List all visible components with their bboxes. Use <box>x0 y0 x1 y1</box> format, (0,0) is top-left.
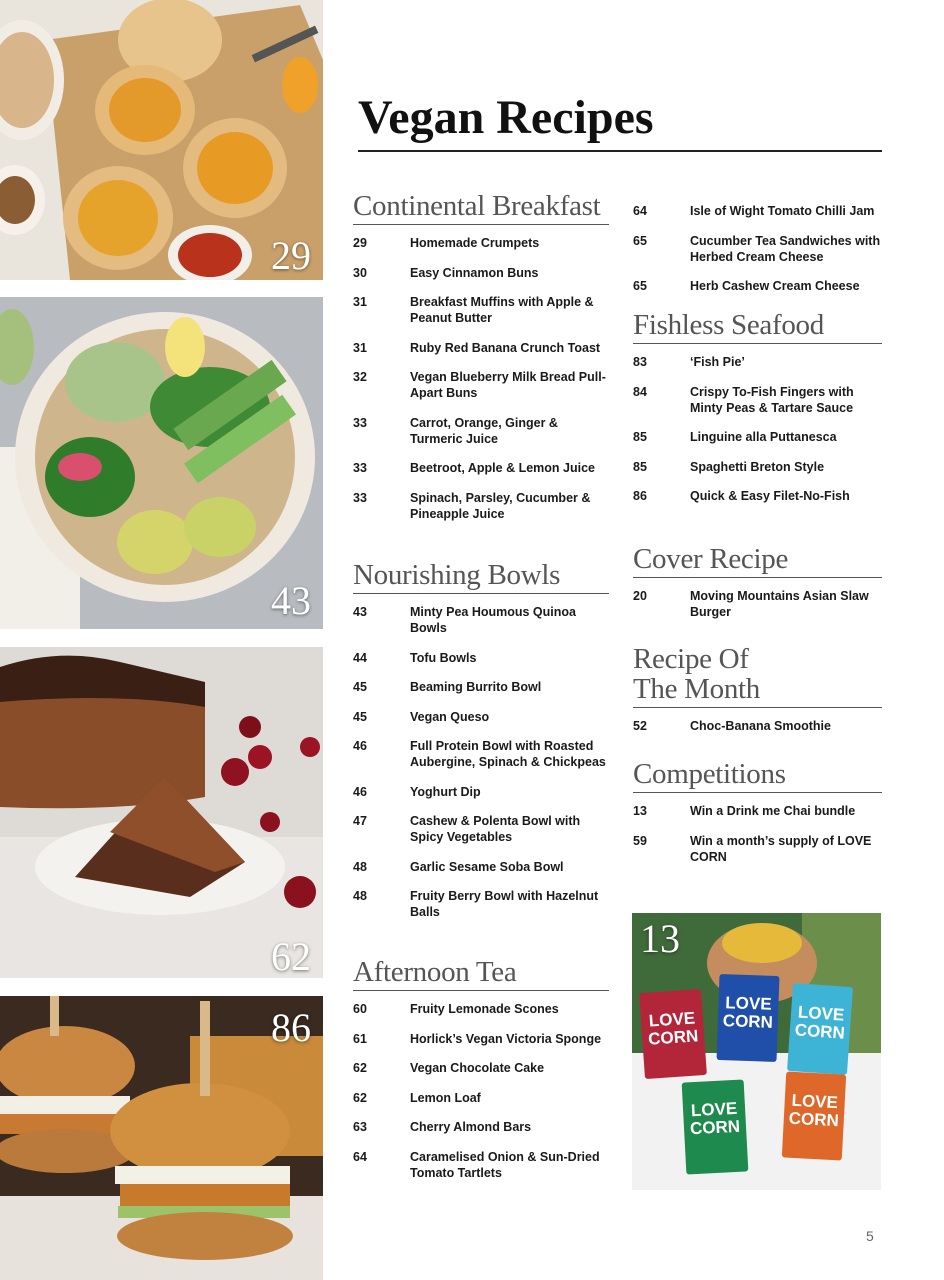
list-item: 64 Isle of Wight Tomato Chilli Jam <box>633 204 875 218</box>
list-item: 62 Lemon Loaf <box>353 1090 481 1105</box>
photo-page-number: 86 <box>271 1005 311 1050</box>
svg-text:LOVE: LOVE <box>791 1090 839 1113</box>
list-item: 86 Quick & Easy Filet-No-Fish <box>633 489 850 503</box>
list-item: 65 Cucumber Tea Sandwiches with Herbed Cream Cheese <box>633 233 881 264</box>
list-item: 47 Cashew & Polenta Bowl with Spicy Vegetables <box>353 814 581 844</box>
list-item: 44 Tofu Bowls <box>353 650 477 665</box>
section-recipe-of-the-month <box>633 644 882 748</box>
list-item: 64 Caramelised Onion & Sun-Dried Tomato Tartlets <box>353 1149 600 1180</box>
list-item: 45 Vegan Queso <box>353 709 490 724</box>
svg-text:CORN: CORN <box>722 1011 774 1032</box>
list-item: 84 Crispy To-Fish Fingers with Minty Peas & Tartare Sauce <box>633 384 854 415</box>
section-cover-recipe <box>633 544 882 634</box>
svg-text:LOVE: LOVE <box>725 993 772 1014</box>
love-corn-bag <box>639 989 707 1079</box>
section-heading: Afternoon Tea <box>353 957 609 991</box>
heading-line: The Month <box>633 673 760 705</box>
list-item: 83 ‘Fish Pie’ <box>633 355 745 369</box>
list-item: 61 Horlick’s Vegan Victoria Sponge <box>353 1031 602 1046</box>
list-item: 31 Breakfast Muffins with Apple & Peanut Butter <box>353 295 594 325</box>
section-heading: Nourishing Bowls <box>353 560 609 594</box>
list-item: 46 Full Protein Bowl with Roasted Aubergine, Spinach & Chickpeas <box>353 739 606 769</box>
list-item: 32 Vegan Blueberry Milk Bread Pull-Apart Buns <box>353 370 606 400</box>
svg-text:LOVE: LOVE <box>690 1098 738 1121</box>
list-item: 33 Beetroot, Apple & Lemon Juice <box>353 461 595 475</box>
list-item: 33 Spinach, Parsley, Cucumber & Pineapple Juice <box>353 490 591 521</box>
list-item: 46 Yoghurt Dip <box>353 784 481 799</box>
list-item: 63 Cherry Almond Bars <box>353 1120 532 1134</box>
heading-line: Recipe Of <box>633 643 749 675</box>
section-nourishing-bowls <box>353 560 609 934</box>
photo-page-number: 29 <box>271 233 311 278</box>
photo-love-corn-promo <box>632 913 881 1190</box>
list-item: 13 Win a Drink me Chai bundle <box>633 804 856 818</box>
list-item: 59 Win a month’s supply of LOVE CORN <box>633 833 872 864</box>
list-item: 85 Spaghetti Breton Style <box>633 459 825 474</box>
section-heading: Fishless Seafood <box>633 310 882 344</box>
list-item: 85 Linguine alla Puttanesca <box>633 430 837 444</box>
section-continental-breakfast <box>353 191 609 535</box>
photo-page-number: 13 <box>640 916 680 961</box>
list-item: 65 Herb Cashew Cream Cheese <box>633 279 860 293</box>
photo-page-number: 62 <box>271 934 311 978</box>
svg-text:CORN: CORN <box>647 1026 699 1049</box>
photo-bowl <box>0 297 323 629</box>
list-item: 62 Vegan Chocolate Cake <box>353 1061 545 1075</box>
svg-text:CORN: CORN <box>794 1020 846 1043</box>
section-heading: Continental Breakfast <box>353 191 609 225</box>
list-item: 43 Minty Pea Houmous Quinoa Bowls <box>353 605 576 635</box>
page-title: Vegan Recipes <box>358 88 882 152</box>
list-item: 52 Choc-Banana Smoothie <box>633 719 831 733</box>
section-heading: Cover Recipe <box>633 544 882 578</box>
page-number: 5 <box>866 1228 874 1244</box>
section-fishless-seafood <box>633 310 882 518</box>
list-item: 48 Garlic Sesame Soba Bowl <box>353 859 564 874</box>
section-heading: Competitions <box>633 759 882 793</box>
svg-text:LOVE: LOVE <box>797 1002 845 1025</box>
photo-crumpets <box>0 0 323 280</box>
section-heading <box>633 644 882 708</box>
section-afternoon-tea <box>353 957 609 1194</box>
list-item: 45 Beaming Burrito Bowl <box>353 680 542 694</box>
love-corn-bag <box>782 1071 846 1160</box>
photo-page-number: 43 <box>271 578 311 623</box>
section-competitions <box>633 759 882 878</box>
list-item: 31 Ruby Red Banana Crunch Toast <box>353 340 601 355</box>
list-item: 60 Fruity Lemonade Scones <box>353 1002 559 1016</box>
list-item: 29 Homemade Crumpets <box>353 236 540 250</box>
svg-text:CORN: CORN <box>788 1108 840 1131</box>
list-item: 48 Fruity Berry Bowl with Hazelnut Balls <box>353 889 599 919</box>
svg-text:CORN: CORN <box>689 1116 741 1139</box>
love-corn-bag <box>682 1079 749 1174</box>
photo-burgers <box>0 996 323 1280</box>
love-corn-bag <box>717 974 780 1062</box>
photo-chocolate-cake <box>0 647 323 978</box>
love-corn-bag <box>787 983 853 1075</box>
section-afternoon-tea-continued <box>633 193 883 308</box>
svg-text:LOVE: LOVE <box>648 1008 696 1031</box>
list-item: 30 Easy Cinnamon Buns <box>353 265 539 280</box>
list-item: 33 Carrot, Orange, Ginger & Turmeric Juice <box>353 415 558 446</box>
list-item: 20 Moving Mountains Asian Slaw Burger <box>633 589 869 619</box>
